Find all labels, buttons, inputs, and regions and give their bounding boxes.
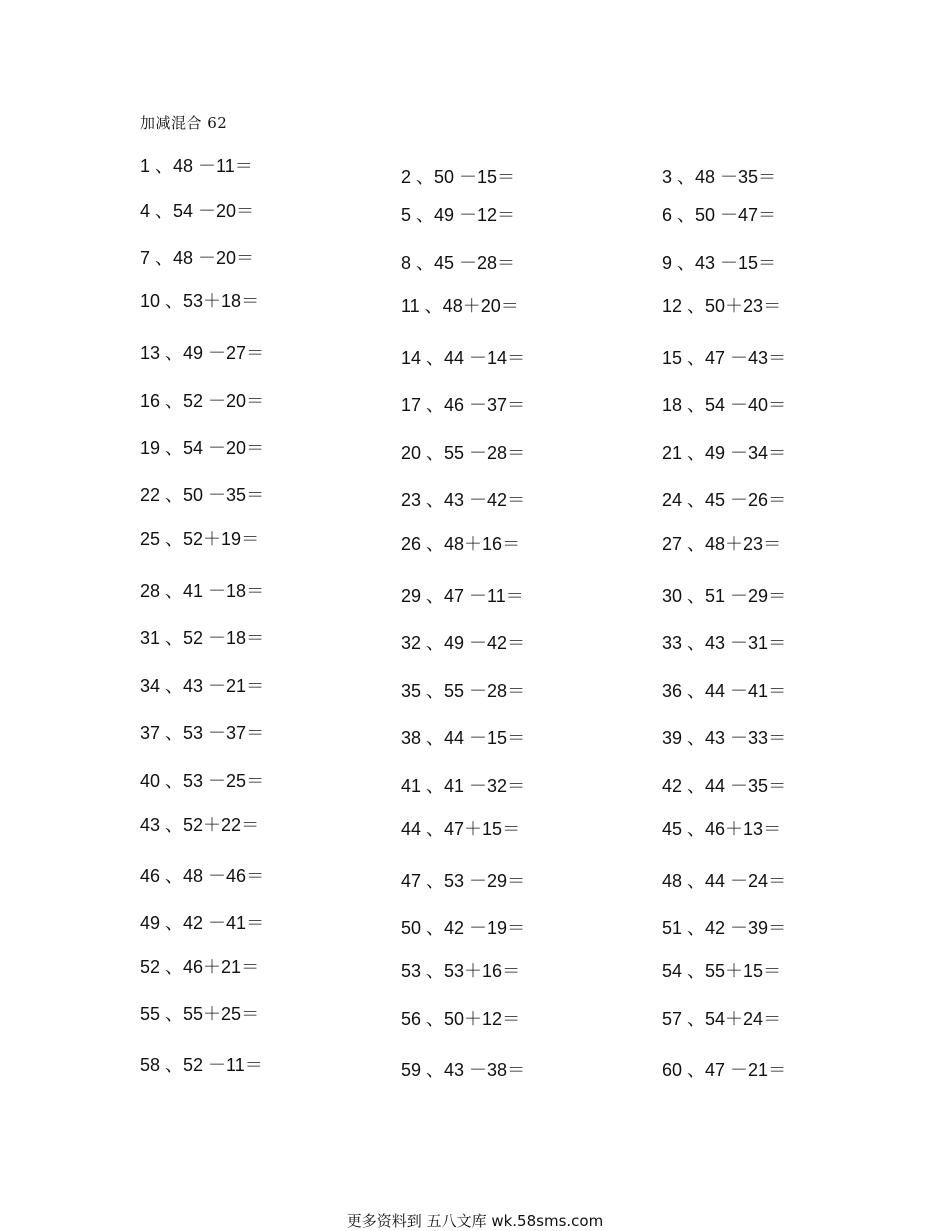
- problem-item: 47 、53 －29＝: [401, 871, 526, 891]
- problem-item: 48 、44 －24＝: [662, 871, 787, 891]
- problem-item: 24 、45 －26＝: [662, 490, 787, 510]
- problem-item: 58 、52 －11＝: [140, 1055, 263, 1075]
- problem-item: 45 、46＋13＝: [662, 819, 782, 839]
- problem-item: 9 、43 －15＝: [662, 253, 777, 273]
- problem-item: 43 、52＋22＝: [140, 815, 260, 835]
- problem-item: 14 、44 －14＝: [401, 348, 526, 368]
- problem-item: 11 、48＋20＝: [401, 296, 519, 316]
- problem-item: 44 、47＋15＝: [401, 819, 521, 839]
- problem-item: 34 、43 －21＝: [140, 676, 265, 696]
- page-title: 加减混合 62: [140, 114, 228, 132]
- problem-item: 29 、47 －11＝: [401, 586, 524, 606]
- problem-item: 12 、50＋23＝: [662, 296, 782, 316]
- problem-item: 32 、49 －42＝: [401, 633, 526, 653]
- problem-item: 5 、49 －12＝: [401, 205, 516, 225]
- problem-item: 21 、49 －34＝: [662, 443, 787, 463]
- problem-item: 36 、44 －41＝: [662, 681, 787, 701]
- problem-item: 23 、43 －42＝: [401, 490, 526, 510]
- problem-item: 51 、42 －39＝: [662, 918, 787, 938]
- problem-item: 40 、53 －25＝: [140, 771, 265, 791]
- problem-item: 7 、48 －20＝: [140, 248, 255, 268]
- problem-item: 52 、46＋21＝: [140, 957, 260, 977]
- problem-item: 38 、44 －15＝: [401, 728, 526, 748]
- problem-item: 25 、52＋19＝: [140, 529, 260, 549]
- problem-item: 54 、55＋15＝: [662, 961, 782, 981]
- footer-watermark: 更多资料到 五八文库 wk.58sms.com: [346, 1212, 604, 1230]
- problem-item: 8 、45 －28＝: [401, 253, 516, 273]
- problem-item: 10 、53＋18＝: [140, 291, 260, 311]
- problem-item: 19 、54 －20＝: [140, 438, 265, 458]
- problem-item: 42 、44 －35＝: [662, 776, 787, 796]
- problem-item: 57 、54＋24＝: [662, 1009, 782, 1029]
- problem-item: 15 、47 －43＝: [662, 348, 787, 368]
- problem-item: 30 、51 －29＝: [662, 586, 787, 606]
- problem-item: 55 、55＋25＝: [140, 1004, 260, 1024]
- problem-item: 46 、48 －46＝: [140, 866, 265, 886]
- problem-item: 37 、53 －37＝: [140, 723, 265, 743]
- problem-item: 31 、52 －18＝: [140, 628, 265, 648]
- problem-item: 2 、50 －15＝: [401, 167, 516, 187]
- problem-item: 22 、50 －35＝: [140, 485, 265, 505]
- problem-item: 20 、55 －28＝: [401, 443, 526, 463]
- problem-item: 17 、46 －37＝: [401, 395, 526, 415]
- problem-item: 27 、48＋23＝: [662, 534, 782, 554]
- problem-item: 1 、48 －11＝: [140, 156, 253, 176]
- problem-item: 60 、47 －21＝: [662, 1060, 787, 1080]
- problem-item: 53 、53＋16＝: [401, 961, 521, 981]
- problem-item: 56 、50＋12＝: [401, 1009, 521, 1029]
- problem-item: 4 、54 －20＝: [140, 201, 255, 221]
- problem-item: 6 、50 －47＝: [662, 205, 777, 225]
- problem-item: 3 、48 －35＝: [662, 167, 777, 187]
- problem-item: 41 、41 －32＝: [401, 776, 526, 796]
- problem-item: 26 、48＋16＝: [401, 534, 521, 554]
- problem-item: 13 、49 －27＝: [140, 343, 265, 363]
- problem-item: 18 、54 －40＝: [662, 395, 787, 415]
- problem-item: 50 、42 －19＝: [401, 918, 526, 938]
- problem-item: 16 、52 －20＝: [140, 391, 265, 411]
- problem-item: 39 、43 －33＝: [662, 728, 787, 748]
- problem-item: 33 、43 －31＝: [662, 633, 787, 653]
- problem-item: 49 、42 －41＝: [140, 913, 265, 933]
- problem-item: 28 、41 －18＝: [140, 581, 265, 601]
- problem-item: 35 、55 －28＝: [401, 681, 526, 701]
- problem-item: 59 、43 －38＝: [401, 1060, 526, 1080]
